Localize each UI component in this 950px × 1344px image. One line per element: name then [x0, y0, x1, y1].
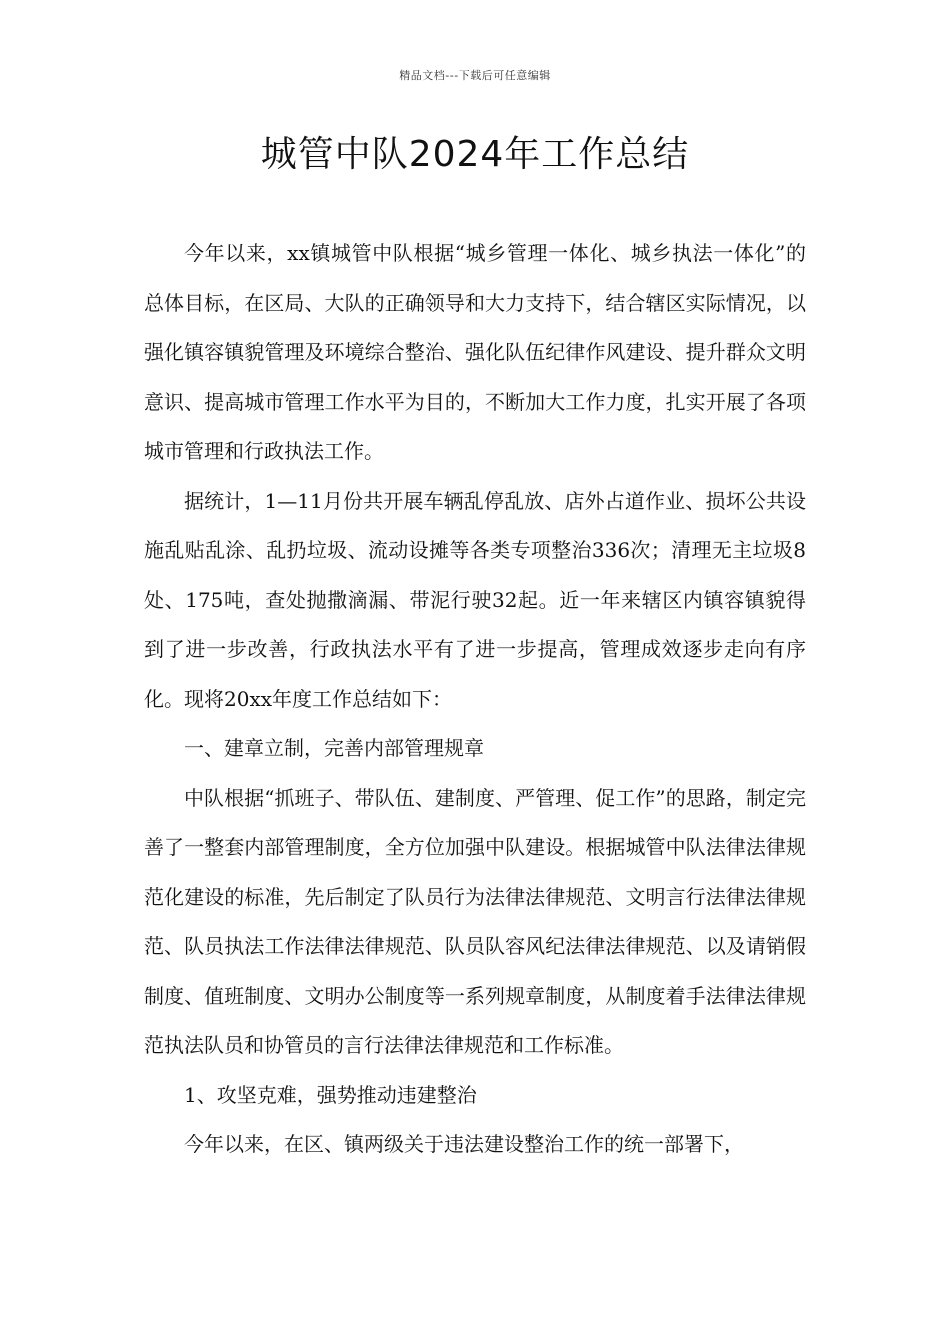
document-body	[144, 229, 806, 1170]
document-title: 城管中队2024年工作总结	[260, 134, 690, 175]
header-note: 精品文档---下载后可任意编辑	[399, 69, 551, 82]
paragraph-illegal-construction: 今年以来，在区、镇两级关于违法建设整治工作的统一部署下，	[184, 1132, 744, 1156]
subsection-heading-1: 1、攻坚克难，强势推动违建整治	[184, 1082, 477, 1107]
section-heading-1: 一、建章立制，完善内部管理规章	[184, 736, 484, 760]
paragraph-statistics: 据统计，1—11月份共开展车辆乱停乱放、店外占道作业、损坏公共设施乱贴乱涂、乱扔垃圾、流动设摊等各类专项整治336次；清理无主垃圾8处、175吨，查处抛撒滴漏、带泥行驶32起。近一年来辖区内镇容镇貌得到了进一步改善，行政执法水平有了进一步提高，管理成效逐步走向有序化。现将20xx年度工作总结如下：	[144, 488, 806, 711]
paragraph-intro: 今年以来，xx镇城管中队根据“城乡管理一体化、城乡执法一体化”的总体目标，在区局、大队的正确领导和大力支持下，结合辖区实际情况，以强化镇容镇貌管理及环境综合整治、强化队伍纪律作风建设、提升群众文明意识、提高城市管理工作水平为目的，不断加大工作力度，扎实开展了各项城市管理和行政执法工作。	[144, 241, 806, 463]
paragraph-rules: 中队根据“抓班子、带队伍、建制度、严管理、促工作”的思路，制定完善了一整套内部管理制度，全方位加强中队建设。根据城管中队法律法律规范化建设的标准，先后制定了队员行为法律法律规范、文明言行法律法律规范、队员执法工作法律法律规范、队员队容风纪法律法律规范、以及请销假制度、值班制度、文明办公制度等一系列规章制度，从制度着手法律法律规范执法队员和协管员的言行法律法律规范和工作标准。	[144, 785, 806, 1057]
